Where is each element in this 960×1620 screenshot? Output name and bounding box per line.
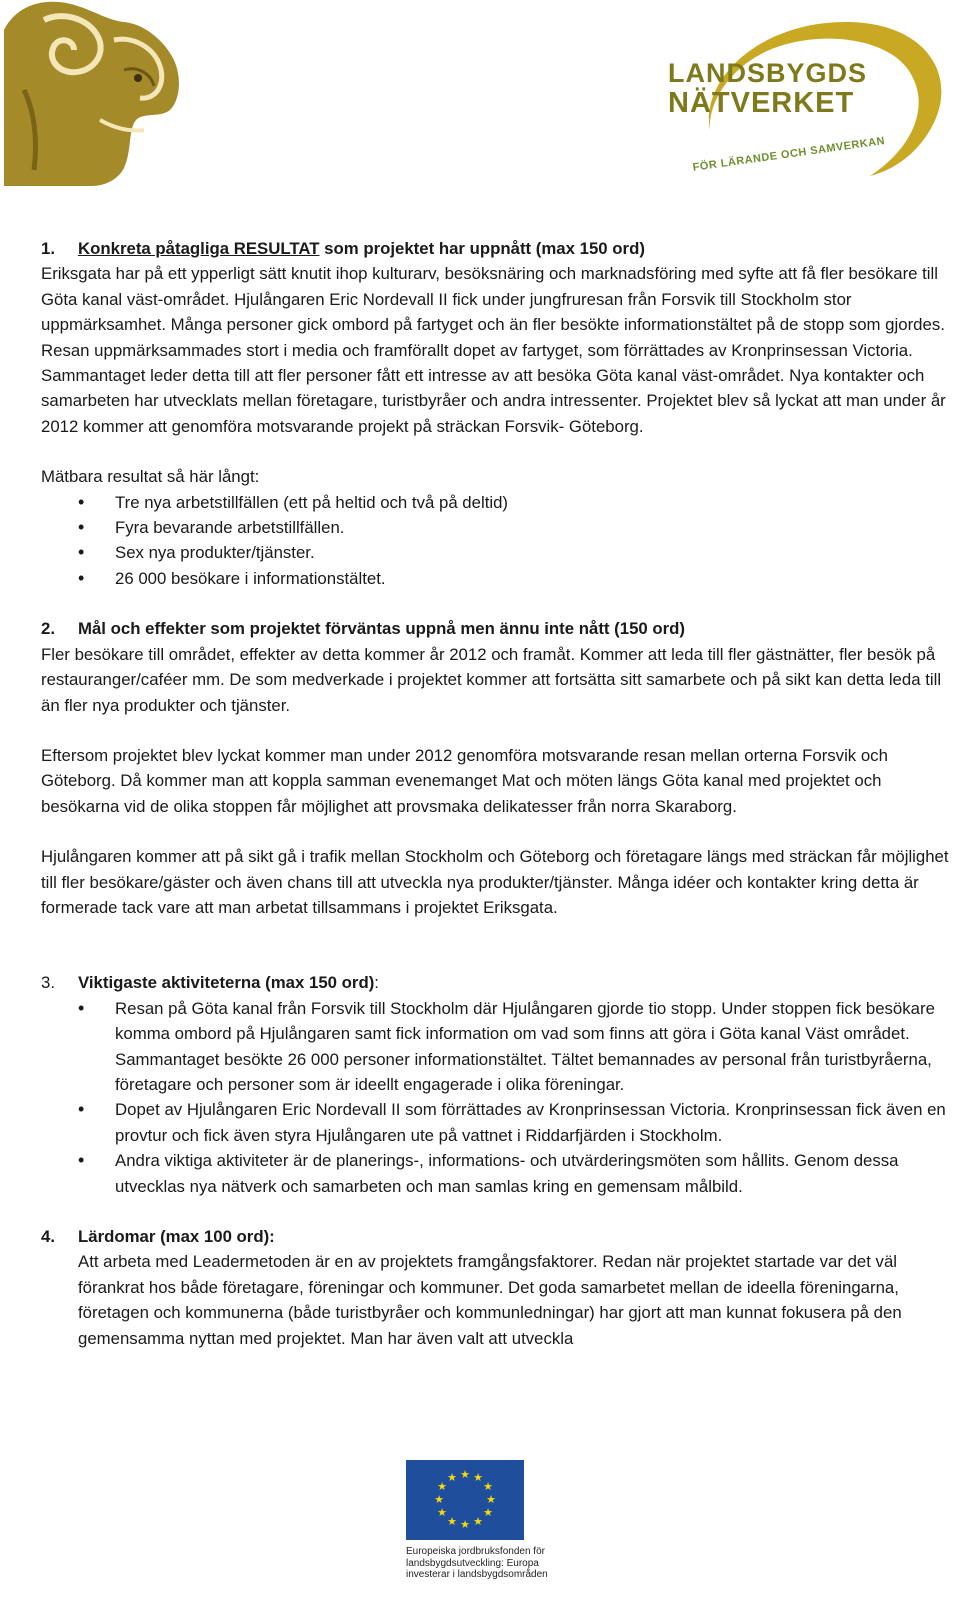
activities-list (41, 996, 953, 1199)
section-4-heading (41, 1224, 953, 1249)
measurable-intro: Mätbara resultat så här långt: (41, 467, 260, 487)
section-2-heading-text: Mål och effekter som projektet förväntas uppnå men ännu inte nått (150 ord) (78, 619, 686, 639)
section-2-paragraph-2: Eftersom projektet blev lyckat kommer man under 2012 genomföra motsvarande resan mellan orterna Forsvik och Göteborg. Då kommer man att koppla samman evenemanget Mat och möten längs Göta kanal med projektet och besökarna vid de olika stoppen får möjlighet att provsmaka delikatesser från norra Skaraborg. (41, 745, 888, 816)
logo-line-1: LANDSBYGDS (668, 58, 868, 88)
section-3-heading-suffix: : (374, 973, 379, 993)
ram-head-logo (4, 0, 184, 186)
svg-text:★: ★ (437, 1506, 447, 1519)
list-item: • Fyra bevarande arbetstillfällen. (41, 515, 953, 540)
section-3-heading (41, 970, 953, 995)
landsbygdsnatverket-logo (668, 10, 958, 192)
eu-flag (406, 1460, 524, 1540)
section-4-paragraph: Att arbeta med Leadermetoden är en av projektets framgångsfaktorer. Redan när projektet startade var det väl förankrat hos både företagare, föreningar och kommuner. Det goda samarbetet mellan de ideella föreningarna, företagen och kommunerna (både turistbyråer och kommunledningar) har gjort att man kunnat fokusera på den gemensamma nyttan med projektet. Man har även valt att utveckla (78, 1252, 902, 1348)
list-item: • Andra viktiga aktiviteter är de planerings-, informations- och utvärderingsmöten som hållits. Genom dessa utvecklas nya nätverk och samarbeten och man samlas kring en gemensam målbild. (41, 1148, 953, 1199)
section-1-paragraph: Eriksgata har på ett ypperligt sätt knutit ihop kulturarv, besöksnäring och marknadsföring med syfte att få fler besökare till Göta kanal väst-området. Hjulångaren Eric Nordevall II fick under jungfruresan från Forsvik till Stockholm stor uppmärksamhet. Många personer gick ombord på fartyget och än fler besökte informationstältet på de stopp som gjordes. Resan uppmärksammades stort i media och framförallt dopet av fartyget, som förrättades av Kronprinsessan Victoria. Sammantaget leder detta till att fler personer fått ett intresse av att besöka Göta kanal väst-området. Nya kontakter och samarbeten har utvecklats mellan företagare, turistbyråer och andra intressenter. Projektet blev så lyckat att man under år 2012 kommer att genomföra motsvarande projekt på sträckan Forsvik- Göteborg. (41, 264, 946, 436)
measurable-list (41, 490, 953, 592)
ram-head-icon (4, 0, 184, 186)
svg-text:★: ★ (483, 1480, 493, 1493)
list-item: • Sex nya produkter/tjänster. (41, 540, 953, 565)
section-2-heading (41, 616, 953, 641)
svg-text:★: ★ (447, 1471, 457, 1484)
section-3-number: 3. (41, 973, 55, 993)
list-item: • Tre nya arbetstillfällen (ett på heltid och två på deltid) (41, 490, 953, 515)
section-1-heading (41, 236, 953, 261)
section-1-number: 1. (41, 239, 55, 258)
svg-text:★: ★ (486, 1493, 496, 1506)
svg-text:★: ★ (460, 1518, 470, 1531)
svg-text:★: ★ (483, 1506, 493, 1519)
section-1-heading-rest: som projektet har uppnått (max 150 ord) (319, 239, 645, 258)
list-item: • Resan på Göta kanal från Forsvik till Stockholm där Hjulångaren gjorde tio stopp. Under stoppen fick besökare komma ombord på Hjulångaren samt fick information om vad som finns att göra i Göta kanal Väst området. Sammantaget besökte 26 000 personer informationstältet. Tältet bemannades av personal från turistbyråerna, företagare och personer som är ideellt engagerade i olika föreningar. (41, 996, 953, 1098)
section-2-paragraph-1: Fler besökare till området, effekter av detta kommer år 2012 och framåt. Kommer att leda till fler gästnätter, fler besök på restauranger/caféer mm. De som medverkade i projektet kommer att fortsätta sitt samarbete och på sikt kan detta leda till än fler nya produkter och tjänster. (41, 644, 942, 715)
section-2-number: 2. (41, 619, 55, 639)
svg-text:★: ★ (447, 1515, 457, 1528)
svg-text:★: ★ (434, 1493, 444, 1506)
section-3-heading-text: Viktigaste aktiviteterna (max 150 ord) (78, 973, 375, 993)
list-item: • 26 000 besökare i informationstältet. (41, 566, 953, 591)
section-2-paragraph-3: Hjulångaren kommer att på sikt gå i trafik mellan Stockholm och Göteborg och företagare längs med sträckan får möjlighet till fler besökare/gäster och även chans till att utveckla nya produkter/tjänster. Många idéer och kontakter kring detta är formerade tack vare att man arbetat tillsammans i projektet Eriksgata. (41, 847, 949, 917)
svg-text:★: ★ (437, 1480, 447, 1493)
eu-caption: Europeiska jordbruksfonden för landsbygdsutveckling: Europa investerar i landsbygdsområden (406, 1546, 548, 1580)
eu-flag-icon (406, 1460, 524, 1540)
logo-tagline: FÖR LÄRANDE OCH SAMVERKAN (692, 135, 886, 174)
logo-line-2: NÄTVERKET (668, 87, 855, 119)
svg-text:★: ★ (473, 1471, 483, 1484)
svg-text:★: ★ (473, 1515, 483, 1528)
section-4-number: 4. (41, 1227, 55, 1246)
section-4-heading-text: Lärdomar (max 100 ord): (78, 1227, 275, 1246)
list-item: • Dopet av Hjulångaren Eric Nordevall II som förrättades av Kronprinsessan Victoria. Kronprinsessan fick även en provtur och fick även styra Hjulångaren ute på vattnet i Riddarfjärden i Stockholm. (41, 1097, 953, 1148)
svg-text:★: ★ (460, 1468, 470, 1481)
section-1-heading-underlined: Konkreta påtagliga RESULTAT (78, 239, 320, 258)
document-body (41, 236, 953, 1351)
